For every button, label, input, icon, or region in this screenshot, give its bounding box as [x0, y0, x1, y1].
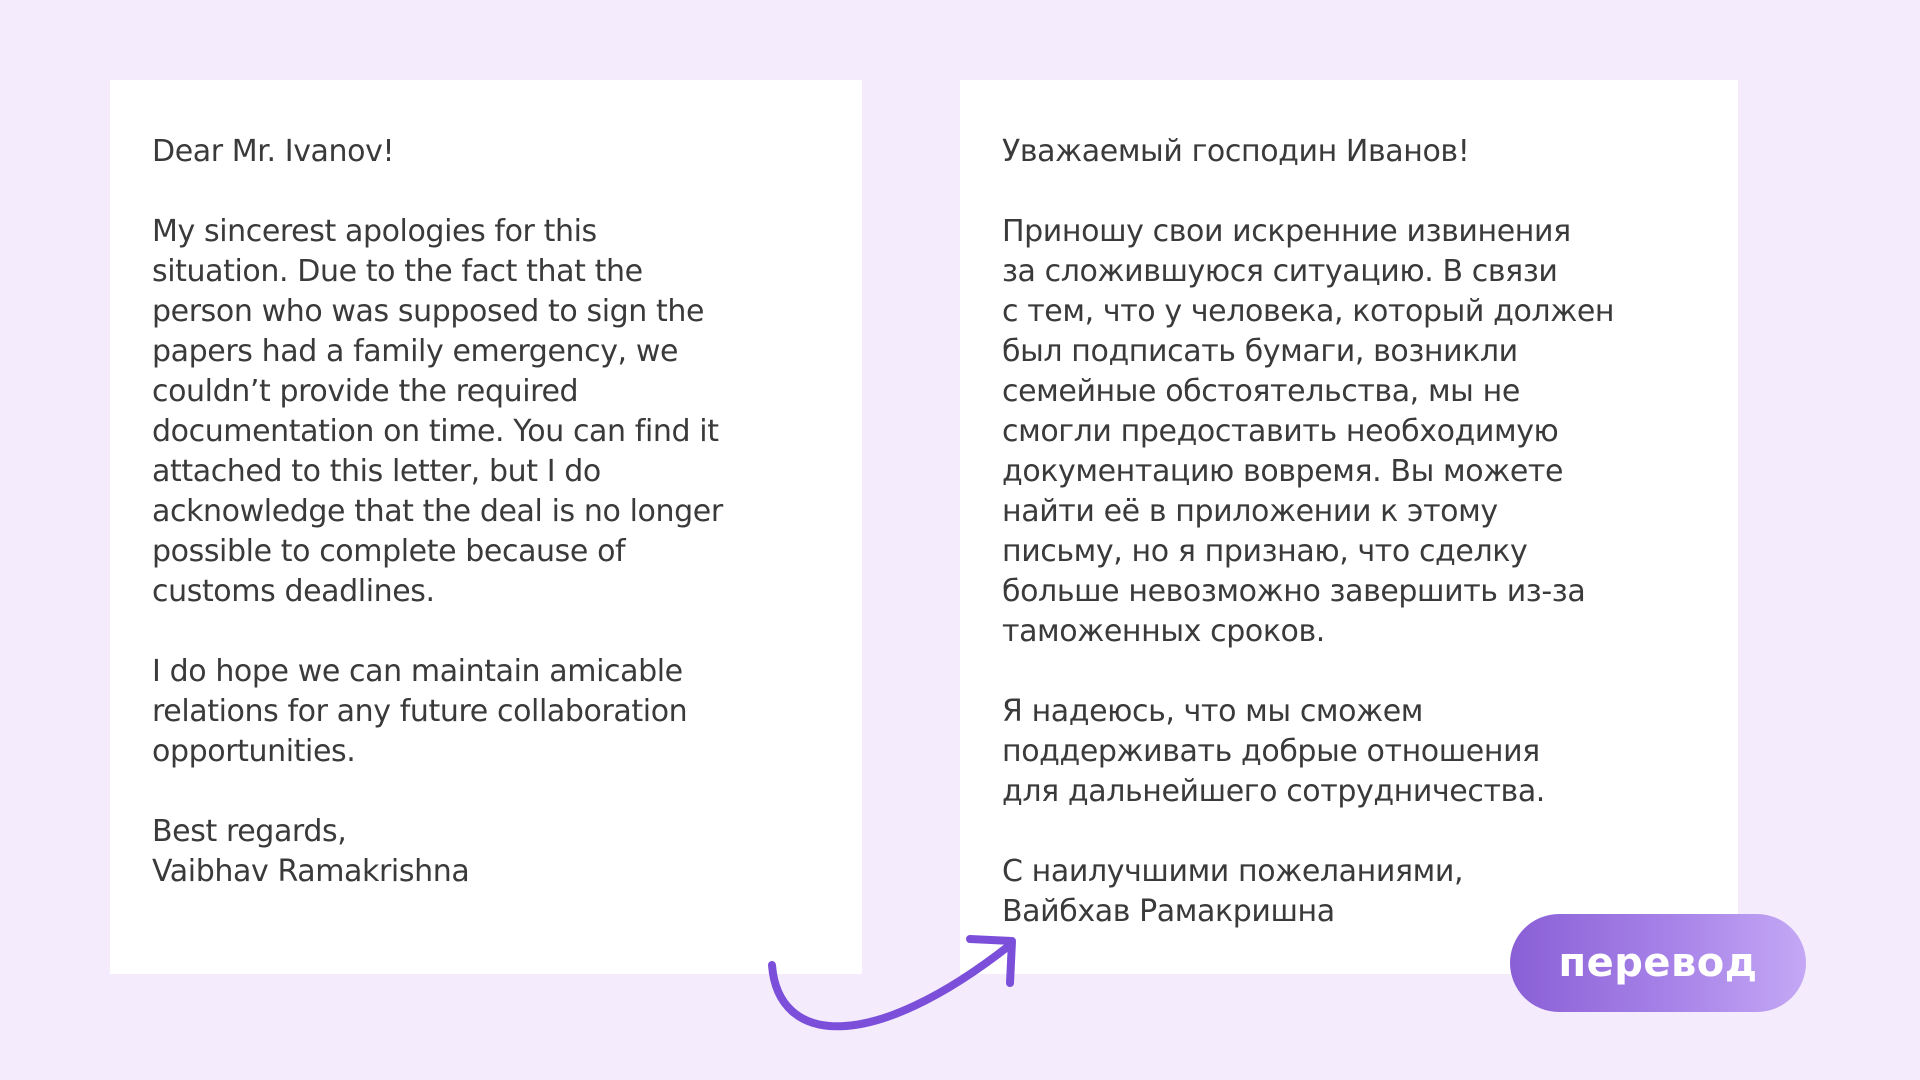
russian-body-paragraph-1: Приношу свои искренние извинения за сложившуюся ситуацию. В связи с тем, что у человека, который должен был подписать бумаги, возникли семейные обстоятельства, мы не смогли предоставить необходимую документацию вовремя. Вы можете найти её в приложении к этому письму, но я признаю, что сделку больше невозможно завершить из-за таможенных сроков. — [1002, 214, 1615, 649]
russian-letter-card — [960, 80, 1738, 974]
english-body-paragraph-1: My sincerest apologies for this situation. Due to the fact that the person who was supposed to sign the papers had a family emergency, we couldn’t provide the required documentation on time. You can find it attached to this letter, but I do acknowledge that the deal is no longer possible to complete because of customs deadlines. — [152, 214, 723, 609]
english-body-paragraph-2: I do hope we can maintain amicable relations for any future collaboration opportunities. — [152, 654, 688, 769]
russian-greeting: Уважаемый господин Иванов! — [1002, 134, 1470, 169]
translation-badge-label: перевод — [1558, 940, 1758, 986]
english-closing: Best regards, — [152, 814, 347, 849]
russian-closing: С наилучшими пожеланиями, — [1002, 854, 1464, 889]
translation-badge — [1510, 914, 1806, 1012]
russian-body-paragraph-2: Я надеюсь, что мы сможем поддерживать добрые отношения для дальнейшего сотрудничества. — [1002, 694, 1545, 809]
english-letter-card — [110, 80, 862, 974]
curved-arrow-icon — [760, 925, 1030, 1055]
english-signature: Vaibhav Ramakrishna — [152, 854, 470, 889]
english-greeting: Dear Mr. Ivanov! — [152, 134, 395, 169]
russian-signature: Вайбхав Рамакришна — [1002, 894, 1335, 929]
